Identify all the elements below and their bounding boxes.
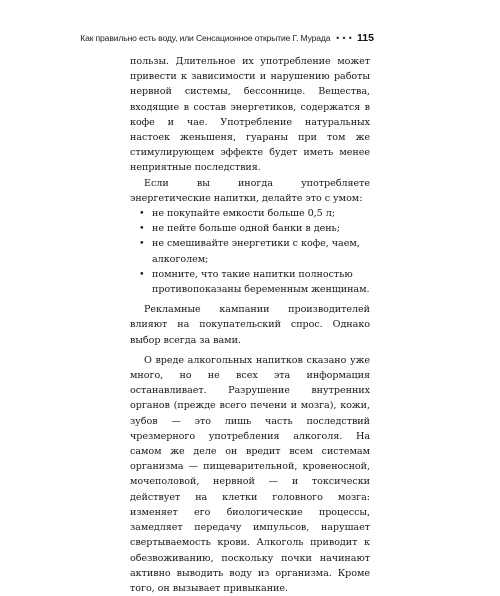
paragraph-continuation: пользы. Длительное их употребление может привести к зависимости и нарушению работы нервной системы, бессоннице. Вещества, входящие в состав энергетиков, содержатся в кофе и чае. Употребление натуральных настоек женьшеня, гуараны при том же стимулирующем эффекте будет иметь менее неприятные последствия.	[130, 56, 370, 174]
list-item-text: не смешивайте энергетики с кофе, чаем, алкоголем;	[152, 238, 360, 265]
bullet-dot-icon: •	[139, 238, 145, 250]
energy-drinks-tips-list	[130, 206, 370, 297]
header-dots-ornament: •••	[335, 34, 355, 43]
list-item-text: не покупайте емкости больше 0,5 л;	[152, 208, 335, 220]
paragraph-alcohol-harm: О вреде алкогольных напитков сказано уже много, но не всех эта информация останавливает. Разрушение внутренних органов (прежде всего печени и мозга), кожи, зубов — это лишь часть последствий чрезмерного употребления алкоголя. На самом же деле он вредит всем системам организма — пищеварительной, кровеносной, мочеполовой, нервной — и токсически действует на клетки головного мозга: изменяет его биологические процессы, замедляет передачу импульсов, нарушает свертываемость крови. Алкоголь приводит к обезвоживанию, поскольку почки начинают активно выводить воду из организма. Кроме того, он вызывает привыкание.	[130, 354, 370, 594]
list-item	[139, 221, 370, 236]
bullet-dot-icon: •	[139, 268, 145, 280]
bullet-dot-icon: •	[139, 208, 145, 220]
running-header	[80, 32, 374, 44]
bullet-dot-icon: •	[139, 223, 145, 235]
list-item-text: помните, что такие напитки полностью противопоказаны беременным женщинам.	[152, 268, 370, 296]
paragraph-advertising: Рекламные кампании производителей влияют на покупательский спрос. Однако выбор всегда за вами.	[130, 304, 370, 346]
running-header-title: Как правильно есть воду, или Сенсационное открытие Г. Мурада	[80, 33, 331, 43]
page-number: 115	[357, 32, 374, 44]
list-item	[139, 267, 370, 297]
page-body	[130, 54, 370, 596]
list-item	[139, 236, 370, 266]
list-item-text: не пейте больше одной банки в день;	[152, 223, 340, 235]
paragraph-energy-drinks-intro: Если вы иногда употребляете энергетические напитки, делайте это с умом:	[130, 177, 370, 204]
list-item	[139, 206, 370, 221]
